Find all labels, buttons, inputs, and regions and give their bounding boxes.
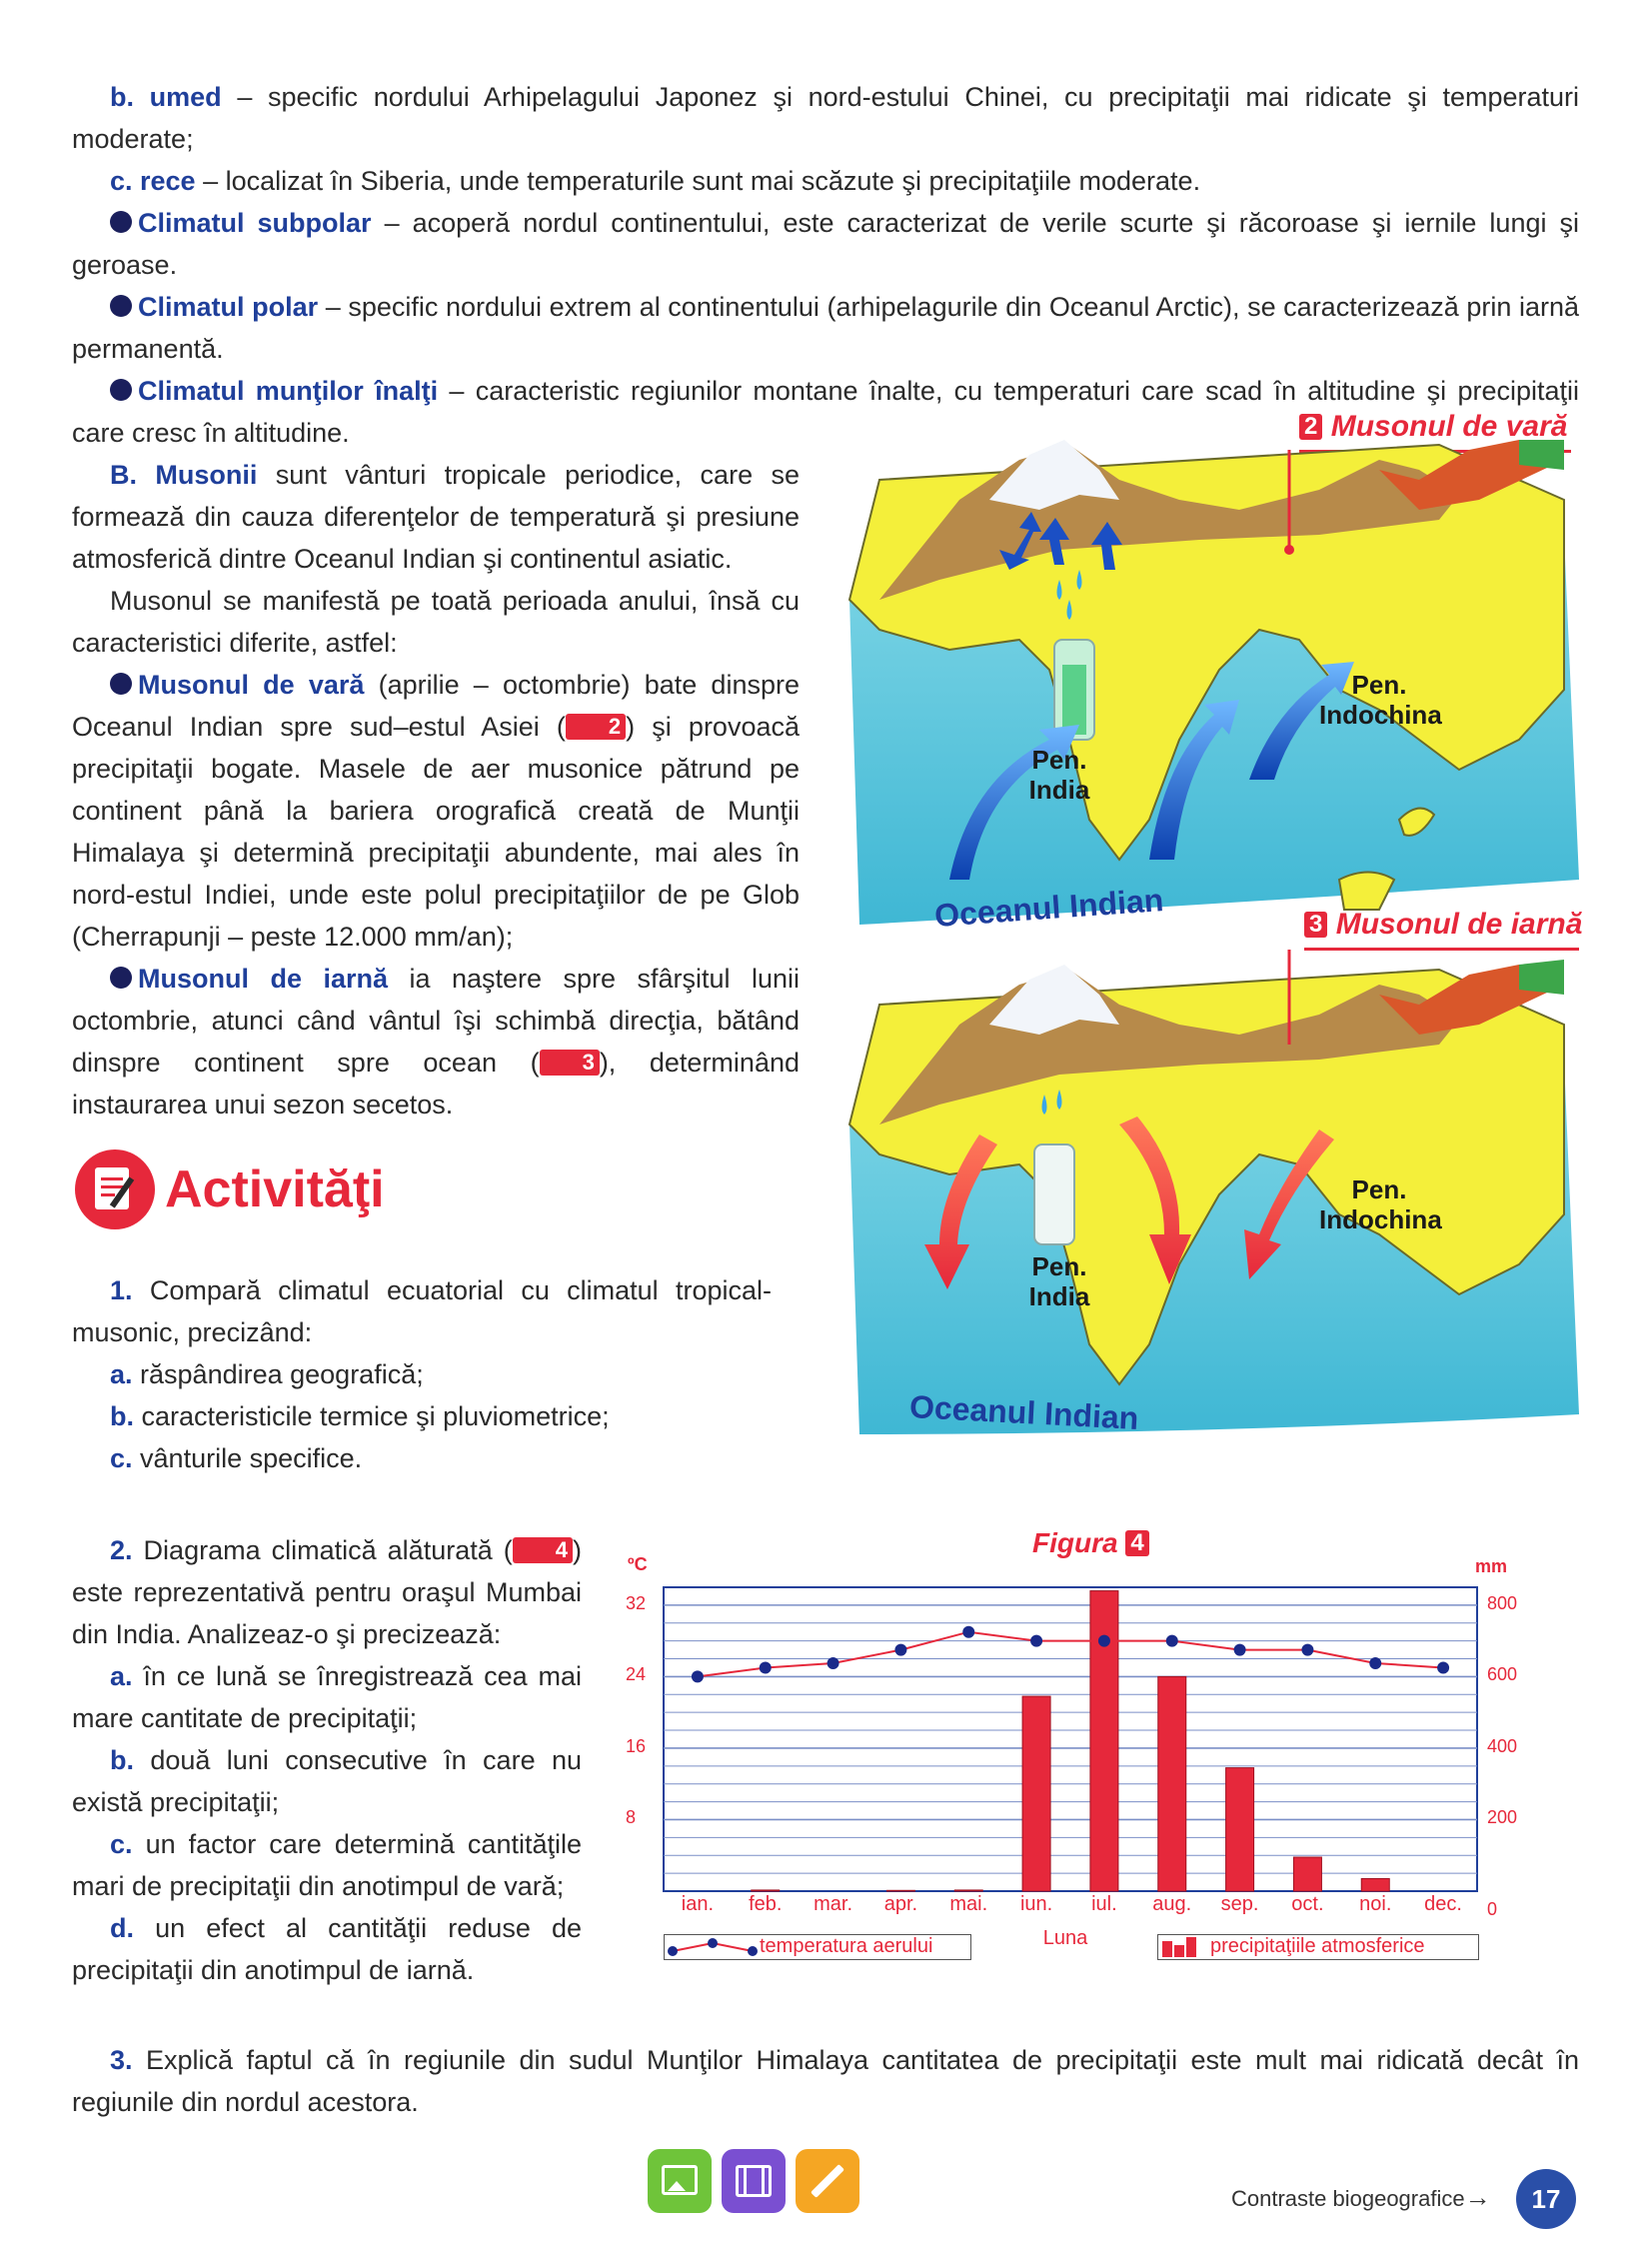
figure-badge: 3	[1304, 912, 1327, 938]
rece-label: c. rece	[110, 166, 196, 196]
question-2-text-a: Diagrama climatică alăturată (	[132, 1535, 513, 1565]
musoni-iarna	[72, 958, 800, 1125]
polar-text: – specific nordului extrem al continentului (arhipelagurile din Oceanul Arctic), se caracterizează prin iarnă permanentă.	[72, 292, 1579, 364]
x-tick-label: mai.	[949, 1893, 988, 1915]
musoni-label: B. Musonii	[110, 460, 258, 490]
precipitation-bar-aug	[1158, 1676, 1186, 1891]
precipitation-bar-apr	[886, 1890, 914, 1891]
musoni-intro	[72, 454, 800, 580]
question-2c	[72, 1823, 582, 1907]
vara-text-a: (aprilie – octombrie) bate dinspre Oceanul Indian spre sud–estul Asiei (	[72, 670, 800, 742]
question-number: 3.	[110, 2045, 133, 2075]
y-left-tick-label: 8	[626, 1807, 637, 1828]
question-number: 2.	[110, 1535, 133, 1565]
figure-badge: 3	[540, 1050, 600, 1076]
activities-icon	[75, 1149, 155, 1229]
question-2a	[72, 1655, 582, 1739]
precipitation-bar-oct	[1293, 1857, 1321, 1891]
question-2d	[72, 1907, 582, 1991]
x-tick-label: apr.	[883, 1893, 918, 1915]
summer-monsoon-map	[820, 440, 1579, 930]
temperature-point-feb	[760, 1661, 772, 1673]
legend-precipitation	[1157, 1934, 1479, 1960]
item-text: în ce lună se înregistrează cea mai mare cantitate de precipitaţii;	[72, 1661, 582, 1733]
temperature-point-sep	[1234, 1644, 1246, 1656]
arrow-right-icon: →	[1464, 2182, 1491, 2212]
precipitation-bar-iun	[1022, 1696, 1050, 1891]
item-text: două luni consecutive în care nu există precipitaţii;	[72, 1745, 582, 1817]
temperature-point-noi	[1369, 1657, 1381, 1669]
polar-label: Climatul polar	[138, 292, 319, 322]
umed-label: b. umed	[110, 82, 222, 112]
question-1-text: Compară climatul ecuatorial cu climatul tropical-musonic, precizând:	[72, 1275, 772, 1347]
legend-temperature	[664, 1934, 971, 1960]
label-pen-indochina: Pen. Indochina	[1319, 670, 1442, 730]
figure-badge: 2	[566, 714, 626, 740]
item-text: un factor care determină cantităţile mari de precipitaţii din anotimpul de vară;	[72, 1829, 582, 1901]
x-axis-label: Luna	[1042, 1927, 1088, 1949]
summer-map-title	[1299, 410, 1567, 444]
musoni-second	[72, 580, 800, 664]
item-letter: a.	[110, 1661, 133, 1691]
figure-badge: 2	[1299, 414, 1322, 440]
x-tick-label: ian.	[681, 1893, 715, 1915]
munti-label: Climatul munţilor înalţi	[138, 376, 439, 406]
label-ocean-winter: Oceanul Indian	[908, 1388, 1140, 1436]
vara-label: Musonul de vară	[138, 670, 365, 700]
chart-title-text: Figura	[1032, 1527, 1118, 1558]
footer-text: Contraste biogeografice	[1231, 2186, 1465, 2211]
activities-title: Activităţi	[165, 1160, 385, 1218]
question-3	[72, 2039, 1579, 2123]
winter-monsoon-map	[820, 945, 1579, 1434]
x-tick-label: noi.	[1359, 1893, 1392, 1915]
x-tick-label: oct.	[1291, 1893, 1324, 1915]
legend-temperature-label: temperatura aerului	[760, 1935, 933, 1957]
subpolar-text: – acoperă nordul continentului, este caracterizat de verile scurte şi răcoroase şi iernile lungi şi geroase.	[72, 208, 1580, 280]
precipitation-bar-noi	[1361, 1878, 1389, 1891]
item-letter: b.	[110, 1745, 134, 1775]
paragraph-rece	[72, 160, 1579, 202]
chart-title	[1032, 1527, 1149, 1559]
musoni-vara	[72, 664, 800, 958]
item-text: vânturile specifice.	[132, 1443, 363, 1473]
item-letter: d.	[110, 1913, 134, 1943]
y-left-unit: ºC	[628, 1554, 648, 1574]
musoni-second-text: Musonul se manifestă pe toată perioada anului, însă cu caracteristici diferite, astfel:	[72, 586, 800, 658]
figure-badge: 4	[1125, 1530, 1148, 1556]
umed-text: – specific nordului Arhipelagului Japonez şi nord-estului Chinei, cu precipitaţii mai ridicate şi temperaturi moderate;	[72, 82, 1579, 154]
paragraph-umed	[72, 76, 1579, 160]
iarna-label: Musonul de iarnă	[138, 964, 388, 994]
temperature-line	[698, 1632, 1443, 1677]
bullet-icon	[110, 211, 132, 233]
question-1a	[110, 1353, 424, 1395]
item-letter: c.	[110, 1829, 133, 1859]
plot-frame	[664, 1587, 1477, 1891]
paragraph-polar	[72, 286, 1579, 370]
munti-text: – caracteristic regiunilor montane înalte, cu temperaturi care scad în altitudine şi precipitaţii care cresc în altitudine.	[72, 376, 1579, 448]
page-number: 17	[1516, 2169, 1576, 2229]
y-left-tick-label: 32	[626, 1592, 647, 1613]
iarna-text-b: ), determinând instaurarea unui sezon secetos.	[72, 1048, 800, 1120]
y-right-tick-label: 0	[1487, 1899, 1498, 1919]
y-right-tick-label: 200	[1487, 1807, 1518, 1828]
temperature-point-iun	[1030, 1635, 1042, 1647]
item-text: caracteristicile termice şi pluviometrice;	[134, 1401, 610, 1431]
question-1	[72, 1269, 772, 1353]
temperature-point-oct	[1301, 1644, 1313, 1656]
question-2	[72, 1529, 582, 1655]
x-tick-label: aug.	[1152, 1893, 1192, 1915]
musoni-intro-text: sunt vânturi tropicale periodice, care se formează din cauza diferenţelor de temperatură şi presiune atmosferică dintre Oceanul Indian şi continentul asiatic.	[72, 460, 800, 574]
label-pen-india: Pen. India	[1028, 745, 1090, 805]
y-right-tick-label: 600	[1487, 1664, 1518, 1685]
precipitation-bar-mai	[954, 1890, 982, 1891]
y-left-tick-label: 16	[626, 1735, 647, 1756]
pencil-icon[interactable]	[796, 2149, 859, 2213]
label-pen-indochina: Pen. Indochina	[1319, 1174, 1442, 1234]
image-icon[interactable]	[648, 2149, 712, 2213]
label-ocean-summer: Oceanul Indian	[932, 882, 1165, 934]
item-letter: b.	[110, 1401, 134, 1431]
x-tick-label: dec.	[1424, 1893, 1462, 1915]
question-1c	[110, 1437, 362, 1479]
vara-text-b: ) şi provoacă precipitaţii bogate. Masele de aer musonice pătrund pe continent până la bariera orografică creată de Munţii Himalaya şi determină precipitaţii abundente, mai ales în nord-estul Indiei, unde este polul precipitaţiilor de pe Glob (Cherrapunji – peste 12.000 mm/an);	[72, 712, 800, 952]
temperature-point-dec	[1437, 1661, 1449, 1673]
legend-precipitation-label: precipitaţiile atmosferice	[1210, 1935, 1425, 1957]
item-letter: a.	[110, 1359, 133, 1389]
question-3-text: Explică faptul că în regiunile din sudul Munţilor Himalaya cantitatea de precipitaţii este mult mai ridicată decât în regiunile din nordul acestora.	[72, 2045, 1579, 2117]
bullet-icon	[110, 673, 132, 695]
iarna-text-a: ia naştere spre sfârşitul lunii octombrie, atunci când vântul îşi schimbă direcţia, bătând dinspre continent spre ocean (	[72, 964, 801, 1078]
summer-title-text: Musonul de vară	[1330, 410, 1568, 443]
temperature-point-ian	[692, 1670, 704, 1682]
y-right-unit: mm	[1475, 1556, 1508, 1576]
label-pen-india: Pen. India	[1028, 1251, 1090, 1311]
temperature-point-apr	[894, 1644, 906, 1656]
item-text: un efect al cantităţii reduse de precipitaţii din anotimpul de iarnă.	[72, 1913, 582, 1985]
y-right-tick-label: 400	[1487, 1735, 1518, 1756]
x-tick-label: iun.	[1019, 1893, 1053, 1915]
climate-chart	[620, 1569, 1519, 1989]
winter-title-text: Musonul de iarnă	[1335, 908, 1583, 941]
x-tick-label: iul.	[1091, 1893, 1117, 1915]
temperature-point-iul	[1098, 1635, 1110, 1647]
y-left-tick-label: 24	[626, 1664, 647, 1685]
figure-badge: 4	[513, 1537, 573, 1563]
bullet-icon	[110, 379, 132, 401]
item-text: răspândirea geografică;	[132, 1359, 424, 1389]
temperature-point-mai	[962, 1626, 974, 1638]
question-2b	[72, 1739, 582, 1823]
precipitation-bar-sep	[1226, 1768, 1254, 1891]
rece-text: – localizat în Siberia, unde temperaturile sunt mai scăzute şi precipitaţiile moderate.	[195, 166, 1201, 196]
temperature-point-mar	[827, 1657, 839, 1669]
y-right-tick-label: 800	[1487, 1592, 1518, 1613]
question-1b	[110, 1395, 610, 1437]
footer-chapter	[1231, 2182, 1491, 2213]
question-2-text-b: ) este reprezentativă pentru oraşul Mumbai din India. Analizeaz-o şi precizează:	[72, 1535, 582, 1649]
x-tick-label: sep.	[1220, 1893, 1259, 1915]
video-icon[interactable]	[722, 2149, 786, 2213]
question-number: 1.	[110, 1275, 133, 1305]
subpolar-label: Climatul subpolar	[138, 208, 372, 238]
precipitation-bar-feb	[752, 1890, 780, 1891]
bullet-icon	[110, 967, 132, 989]
item-letter: c.	[110, 1443, 133, 1473]
winter-map-title	[1304, 908, 1582, 942]
x-tick-label: feb.	[749, 1893, 783, 1915]
paragraph-subpolar	[72, 202, 1579, 286]
x-tick-label: mar.	[814, 1893, 853, 1915]
bullet-icon	[110, 295, 132, 317]
temperature-point-aug	[1166, 1635, 1178, 1647]
